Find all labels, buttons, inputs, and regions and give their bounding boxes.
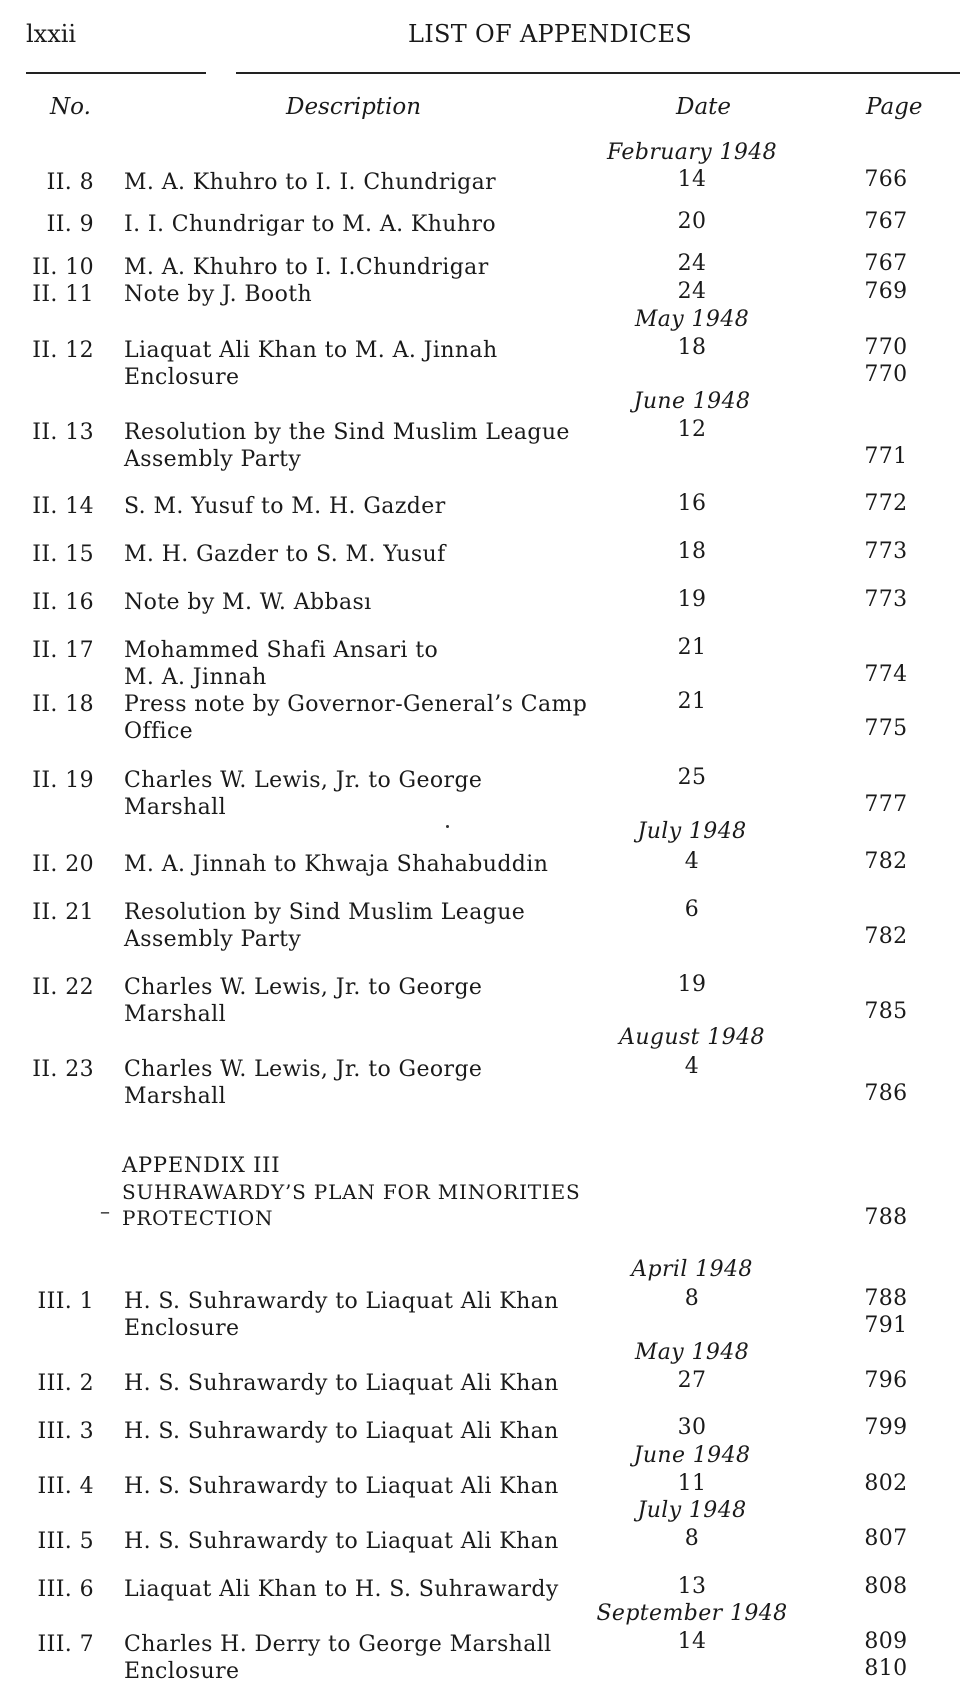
row-description-cont: Marshall bbox=[124, 795, 227, 820]
row-date: 19 bbox=[677, 587, 707, 612]
row-description: H. S. Suhrawardy to Liaquat Ali Khan bbox=[124, 1371, 559, 1396]
row-description: Note by J. Booth bbox=[124, 282, 313, 307]
row-description-cont: Enclosure bbox=[124, 1659, 240, 1684]
row-date: 14 bbox=[677, 167, 707, 192]
row-date: 14 bbox=[677, 1629, 707, 1654]
row-number: III. 6 bbox=[37, 1577, 94, 1602]
month-label: July 1948 bbox=[637, 819, 747, 844]
row-description: Charles W. Lewis, Jr. to George bbox=[124, 975, 483, 1000]
row-description: H. S. Suhrawardy to Liaquat Ali Khan bbox=[124, 1419, 559, 1444]
row-page: 809 bbox=[864, 1629, 908, 1654]
row-description-cont: Assembly Party bbox=[124, 447, 302, 472]
row-description-cont: Office bbox=[124, 719, 194, 744]
row-date: 20 bbox=[677, 209, 707, 234]
row-page: 802 bbox=[864, 1471, 908, 1496]
row-description: Charles W. Lewis, Jr. to George bbox=[124, 1057, 483, 1082]
row-number: II. 22 bbox=[32, 975, 94, 1000]
header-rule-left bbox=[26, 72, 206, 74]
page-number: lxxii bbox=[26, 20, 77, 48]
month-label: June 1948 bbox=[633, 389, 751, 414]
row-description: Press note by Governor-General’s Camp bbox=[124, 692, 588, 717]
row-number: III. 1 bbox=[37, 1289, 94, 1314]
row-description: Liaquat Ali Khan to H. S. Suhrawardy bbox=[124, 1577, 559, 1602]
row-description: H. S. Suhrawardy to Liaquat Ali Khan bbox=[124, 1474, 559, 1499]
row-description-cont: Enclosure bbox=[124, 1316, 240, 1341]
row-number: III. 4 bbox=[37, 1474, 94, 1499]
row-date: 11 bbox=[677, 1471, 707, 1496]
row-date: 18 bbox=[677, 539, 707, 564]
row-page: 782 bbox=[864, 924, 908, 949]
row-page: 775 bbox=[864, 716, 908, 741]
column-header-page: Page bbox=[866, 94, 923, 120]
row-date: 16 bbox=[677, 491, 707, 516]
row-date: 12 bbox=[677, 417, 707, 442]
row-date: 25 bbox=[677, 765, 707, 790]
row-number: II. 14 bbox=[32, 494, 94, 519]
row-page: 769 bbox=[864, 279, 908, 304]
appendix-dash: – bbox=[100, 1199, 110, 1223]
row-date: 18 bbox=[677, 335, 707, 360]
row-description: Charles H. Derry to George Marshall bbox=[124, 1632, 552, 1657]
row-date: 6 bbox=[684, 897, 700, 922]
row-number: III. 2 bbox=[37, 1371, 94, 1396]
row-number: II. 16 bbox=[32, 590, 94, 615]
row-number: II. 21 bbox=[32, 900, 94, 925]
row-page: 796 bbox=[864, 1368, 908, 1393]
row-description: Resolution by Sind Muslim League bbox=[124, 900, 526, 925]
row-description: H. S. Suhrawardy to Liaquat Ali Khan bbox=[124, 1289, 559, 1314]
month-label: May 1948 bbox=[634, 1340, 750, 1365]
row-description-cont: Assembly Party bbox=[124, 927, 302, 952]
print-speck bbox=[446, 825, 449, 828]
appendix-subtitle-cont: PROTECTION bbox=[122, 1206, 274, 1230]
row-date: 13 bbox=[677, 1574, 707, 1599]
row-number: II. 9 bbox=[46, 212, 94, 237]
row-number: II. 15 bbox=[32, 542, 94, 567]
row-number: II. 23 bbox=[32, 1057, 94, 1082]
month-label: August 1948 bbox=[619, 1025, 765, 1050]
row-date: 19 bbox=[677, 972, 707, 997]
column-header-date: Date bbox=[676, 94, 732, 120]
row-date: 8 bbox=[684, 1286, 700, 1311]
row-date: 4 bbox=[684, 1054, 700, 1079]
column-header-description: Description bbox=[286, 94, 422, 120]
row-date: 8 bbox=[684, 1526, 700, 1551]
appendix-page: 788 bbox=[864, 1205, 908, 1230]
row-description: S. M. Yusuf to M. H. Gazder bbox=[124, 494, 446, 519]
row-description: Note by M. W. Abbası bbox=[124, 590, 372, 615]
row-page: 770 bbox=[864, 335, 908, 360]
row-date: 21 bbox=[677, 635, 707, 660]
row-number: II. 20 bbox=[32, 852, 94, 877]
row-description: M. A. Khuhro to I. I. Chundrigar bbox=[124, 170, 497, 195]
row-date: 24 bbox=[677, 251, 707, 276]
row-number: II. 8 bbox=[46, 170, 94, 195]
row-page: 773 bbox=[864, 539, 908, 564]
row-page: 799 bbox=[864, 1415, 908, 1440]
row-description-cont: Marshall bbox=[124, 1084, 227, 1109]
row-number: II. 11 bbox=[32, 282, 94, 307]
page-title: LIST OF APPENDICES bbox=[408, 20, 693, 48]
month-label: June 1948 bbox=[633, 1443, 751, 1468]
row-page: 773 bbox=[864, 587, 908, 612]
appendix-subtitle: SUHRAWARDY’S PLAN FOR MINORITIES bbox=[122, 1180, 581, 1204]
row-page: 788 bbox=[864, 1286, 908, 1311]
row-page-enclosure: 810 bbox=[864, 1656, 908, 1681]
row-description: M. A. Jinnah to Khwaja Shahabuddin bbox=[124, 852, 549, 877]
month-label: April 1948 bbox=[631, 1257, 753, 1282]
row-description-cont: Marshall bbox=[124, 1002, 227, 1027]
month-label: September 1948 bbox=[596, 1601, 788, 1626]
header-rule-right bbox=[236, 72, 960, 74]
row-number: II. 13 bbox=[32, 420, 94, 445]
row-description: I. I. Chundrigar to M. A. Khuhro bbox=[124, 212, 497, 237]
row-number: II. 18 bbox=[32, 692, 94, 717]
row-page: 767 bbox=[864, 209, 908, 234]
row-number: III. 7 bbox=[37, 1632, 94, 1657]
row-description: Mohammed Shafi Ansari to bbox=[124, 638, 439, 663]
row-description-cont: Enclosure bbox=[124, 365, 240, 390]
row-description: H. S. Suhrawardy to Liaquat Ali Khan bbox=[124, 1529, 559, 1554]
row-number: III. 5 bbox=[37, 1529, 94, 1554]
row-page-enclosure: 770 bbox=[864, 362, 908, 387]
appendix-heading: APPENDIX III bbox=[122, 1153, 281, 1177]
row-page: 774 bbox=[864, 662, 908, 687]
row-description: Liaquat Ali Khan to M. A. Jinnah bbox=[124, 338, 498, 363]
month-label: July 1948 bbox=[637, 1498, 747, 1523]
row-description: M. H. Gazder to S. M. Yusuf bbox=[124, 542, 446, 567]
row-page: 807 bbox=[864, 1526, 908, 1551]
row-page: 782 bbox=[864, 849, 908, 874]
row-date: 4 bbox=[684, 849, 700, 874]
row-page-enclosure: 791 bbox=[864, 1313, 908, 1338]
row-page: 771 bbox=[864, 444, 908, 469]
row-date: 21 bbox=[677, 689, 707, 714]
row-page: 767 bbox=[864, 251, 908, 276]
month-label: February 1948 bbox=[606, 140, 778, 165]
row-number: III. 3 bbox=[37, 1419, 94, 1444]
row-number: II. 17 bbox=[32, 638, 94, 663]
row-date: 27 bbox=[677, 1368, 707, 1393]
row-number: II. 10 bbox=[32, 255, 94, 280]
row-page: 786 bbox=[864, 1081, 908, 1106]
row-date: 30 bbox=[677, 1415, 707, 1440]
row-number: II. 12 bbox=[32, 338, 94, 363]
row-page: 777 bbox=[864, 792, 908, 817]
row-page: 785 bbox=[864, 999, 908, 1024]
row-number: II. 19 bbox=[32, 768, 94, 793]
row-page: 808 bbox=[864, 1574, 908, 1599]
month-label: May 1948 bbox=[634, 307, 750, 332]
row-date: 24 bbox=[677, 279, 707, 304]
row-description-cont: M. A. Jinnah bbox=[124, 665, 267, 690]
row-description: M. A. Khuhro to I. I.Chundrigar bbox=[124, 255, 489, 280]
row-page: 766 bbox=[864, 167, 908, 192]
row-page: 772 bbox=[864, 491, 908, 516]
row-description: Resolution by the Sind Muslim League bbox=[124, 420, 570, 445]
row-description: Charles W. Lewis, Jr. to George bbox=[124, 768, 483, 793]
column-header-no: No. bbox=[50, 94, 91, 120]
